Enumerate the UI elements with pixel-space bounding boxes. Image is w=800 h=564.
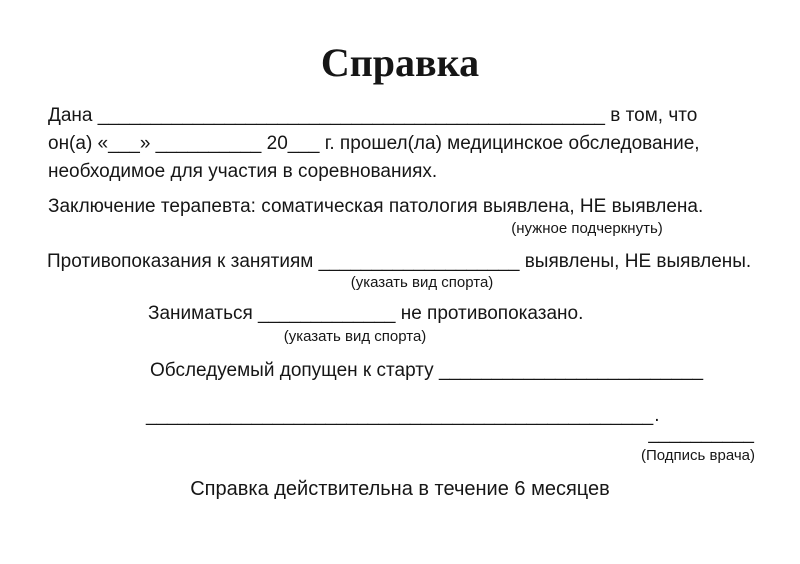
contraindications-suffix: выявлены, НЕ выявлены. — [524, 251, 752, 272]
signature-blank: __________ — [648, 423, 754, 444]
given-line — [48, 102, 700, 130]
contraindications-sport-note: (указать вид спорта) — [350, 274, 494, 291]
contraindications-sport-blank: ___________________ — [318, 251, 520, 272]
practice-sport-note: (указать вид спорта) — [283, 328, 427, 345]
admission-prefix: Обследуемый допущен к старту — [150, 360, 434, 381]
intro-paragraph — [48, 102, 700, 186]
exam-purpose-line: необходимое для участия в соревнованиях. — [48, 161, 438, 182]
doctor-signature-note: (Подпись врача) — [640, 447, 755, 464]
continuation-period: . — [654, 405, 660, 426]
contraindications-prefix: Противопоказания к занятиям — [47, 251, 314, 272]
admission-line — [150, 359, 703, 383]
admission-continuation-line — [146, 404, 660, 428]
underline-instruction-note: (нужное подчеркнуть) — [511, 220, 663, 237]
signature-blank-line — [648, 422, 754, 446]
practice-suffix: не противопоказано. — [400, 303, 584, 324]
admission-blank: _________________________ — [438, 360, 704, 381]
page-title: Справка — [320, 40, 480, 85]
practice-sport-blank: _____________ — [258, 303, 396, 324]
given-label: Дана — [48, 105, 93, 126]
practice-prefix: Заниматься — [148, 303, 253, 324]
exam-date-line: он(а) «___» __________ 20___ г. прошел(ла) медицинское обследование, — [48, 133, 700, 154]
given-tail: в том, что — [610, 105, 698, 126]
validity-note: Справка действительна в течение 6 месяцев — [190, 478, 610, 500]
given-name-blank: ________________________________________________ — [97, 105, 605, 126]
contraindications-line — [47, 250, 751, 274]
practice-line — [148, 302, 583, 326]
admission-continuation-blank: ________________________________________________ — [146, 405, 654, 426]
therapist-conclusion-line: Заключение терапевта: соматическая патология выявлена, НЕ выявлена. — [48, 196, 704, 217]
